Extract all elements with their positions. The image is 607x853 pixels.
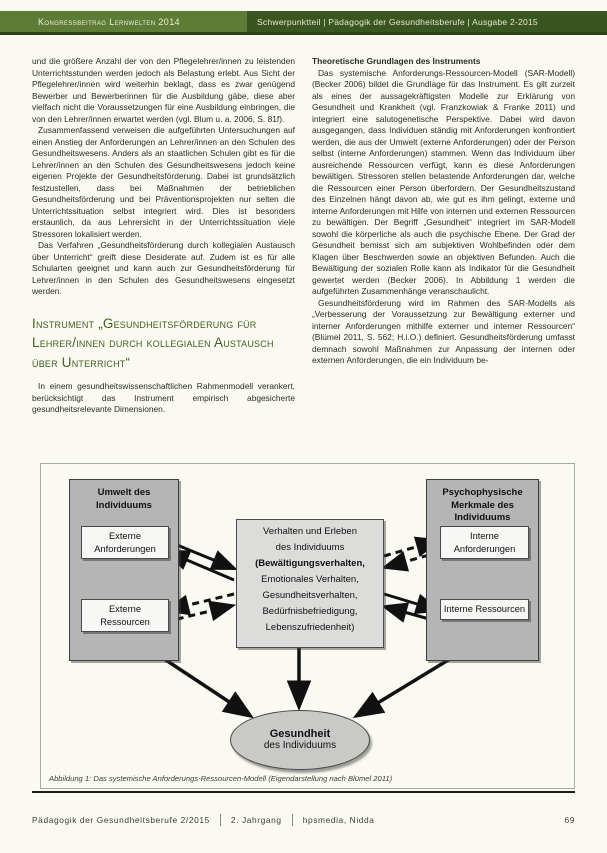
internal-demands-box: Interne Anforderungen <box>440 526 529 559</box>
psychophysical-box <box>426 479 539 661</box>
behavior-line: Emotionales Verhalten, <box>261 574 359 585</box>
health-ellipse <box>230 710 370 770</box>
paragraph: Das Verfahren „Gesundheitsförderung durch kollegialen Austausch über Unterricht“ greift diese Desiderate auf. Zudem ist es für alle Schularten geeignet und kann auch zur Gesundheitsförderung für Lehrer/innen in den Schulen des Gesundheitswesens eingesetzt werden. <box>32 240 295 296</box>
paragraph: und die größere Anzahl der von den Pflegelehrer/innen zu leistenden Unterrichtsstunden werden jedoch als Belastung erlebt. Aus Sicht der Pflegelehrer/innen wird weiterhin beklagt, dass es zwar genügend Bewerber und Bewerberinnen für die Ausbildung gäbe, diese aber vielfach nicht die Voraussetzungen für eine Ausbildung einbringen, die von den Lehrer/innen erwartet werden (vgl. Blum u. a. 2006, S. 81f). <box>32 56 295 124</box>
behavior-line: Lebenszufriedenheit) <box>265 622 355 633</box>
right-column <box>312 56 575 416</box>
paragraph: Zusammenfassend verweisen die aufgeführten Untersuchungen auf einen Anstieg der Anforderungen an Lehrer/innen an den Schulen des Gesundheitswesens. Anders als an staatlichen Schulen gibt es für die Lehrer/innen an den Schulen des Gesundheitswesens jedoch keine eigenen Projekte der Gesundheitsförderung. Dabei ist grundsätzlich festzustellen, dass bei Maßnahmen der betrieblichen Gesundheitsförderung und bei Präventionsprojekten nur selten die Unterrichtssituation selbst integriert wird. Dies ist besonders erstaunlich, da aus Lehrersicht in der Unterrichtssituation viele Stressoren lokalisiert werden. <box>32 125 295 239</box>
behavior-box <box>236 519 384 648</box>
page-number: 69 <box>564 815 575 825</box>
footer-divider <box>32 791 575 793</box>
paragraph: Gesundheitsförderung wird im Rahmen des SAR-Modells als „Verbesserung der Voraussetzung zur Bewältigung externer und interner Anforderungen mithilfe externer und interner Ressourcen“ (Blümel 2011, S. 562; H.i.O.) definiert. Gesundheitsförderung umfasst demnach sowohl Maßnahmen zur Anpassung der internen oder externen Anforderungen, die ein Individuum be- <box>312 297 575 365</box>
behavior-line: Verhalten und Erleben <box>262 526 358 537</box>
issue-label: Schwerpunktteil | Pädagogik der Gesundheitsberufe | Ausgabe 2-2015 <box>257 16 538 27</box>
footer-publisher: hpsmedia, Nidda <box>302 815 375 825</box>
figure-sar-model <box>40 463 575 789</box>
footer-separator <box>220 814 221 826</box>
environment-box <box>69 479 179 661</box>
congress-label: Kongressbeitrag Lernwelten 2014 <box>38 16 180 27</box>
header-left-section <box>0 11 247 32</box>
paragraph: Das systemische Anforderungs-Ressourcen-Modell (SAR-Modell) (Becker 2006) bildet die Grundlage für das Instrument. Es gilt zurzeit als eines der aussagekräftigsten Modelle zur Erklärung von Gesundheit und Krankheit (vgl. Franzkowiak & Franke 2011) und integriert eine salutogenetische Perspektive. Dabei wird davon ausgegangen, dass Individuen ständig mit Anforderungen konfrontiert werden, die aus der Umwelt (externe Anforderungen) oder der Person selbst (interne Anforderungen) stammen. Wenn das Individuum über ausreichende Ressourcen verfügt, kann es diese Anforderungen bewältigen. Stressoren stellen belastende Anforderungen dar, welche die Ressourcen einer Person überfordern. Der Gesundheitszustand des Einzelnen hängt davon ab, wie gut es ihm gelingt, externe und interne Anforderungen mit Hilfe von internen und externen Ressourcen zu bewältigen. Der Begriff „Gesundheit“ integriert im SAR-Modell sowohl die körperliche als auch die psychische Ebene. Der Grad der Gesundheit bemisst sich am subjektiven Wohlbefinden oder dem Klagen über Beschwerden sowie an objektiven Befunden. Auch die Bewältigung der sozialen Rolle kann als Indikator für die Gesundheit gewertet werden (Becker 2006). In Abbildung 1 werden die aufgeführten Zusammenhänge veranschaulicht. <box>312 67 575 296</box>
external-demands-box: Externe Anforderungen <box>81 526 169 559</box>
behavior-line: Gesundheitsverhalten, <box>262 590 358 601</box>
internal-resources-box: Interne Ressourcen <box>440 599 529 620</box>
page-footer <box>32 814 575 826</box>
behavior-line-bold: (Bewältigungsverhalten, <box>255 558 365 569</box>
footer-volume: 2. Jahrgang <box>230 815 282 825</box>
health-ellipse-subtitle: des Individuums <box>263 740 337 751</box>
behavior-line: des Individuums <box>275 542 345 553</box>
behavior-line: Bedürfnisbefriedigung, <box>262 606 358 617</box>
figure-caption: Abbildung 1: Das systemische Anforderungs-Ressourcen-Modell (Eigendarstellung nach Blümel 2011) <box>49 774 393 783</box>
health-ellipse-title: Gesundheit <box>269 728 331 740</box>
environment-box-title: Umwelt des Individuums <box>96 487 152 511</box>
article-body <box>32 56 575 416</box>
footer-journal: Pädagogik der Gesundheitsberufe 2/2015 <box>32 815 210 825</box>
subsection-heading: Theoretische Grundlagen des Instruments <box>312 56 481 66</box>
header-right-section <box>247 11 607 32</box>
psychophysical-box-title: Psychophysische Merkmale des Individuums <box>442 487 523 523</box>
left-column <box>32 56 295 416</box>
paragraph: In einem gesundheitswissenschaftlichen Rahmenmodell verankert, berücksichtigt das Instrument empirisch abgesicherte gesundheitsrelevante Dimensionen. <box>32 381 295 414</box>
footer-separator <box>292 814 293 826</box>
page-header <box>0 11 607 35</box>
section-heading: Instrument „Gesundheitsförderung für Lehrer/innen durch kollegialen Austausch über Unterricht“ <box>32 315 274 370</box>
external-resources-box: Externe Ressourcen <box>81 599 169 632</box>
